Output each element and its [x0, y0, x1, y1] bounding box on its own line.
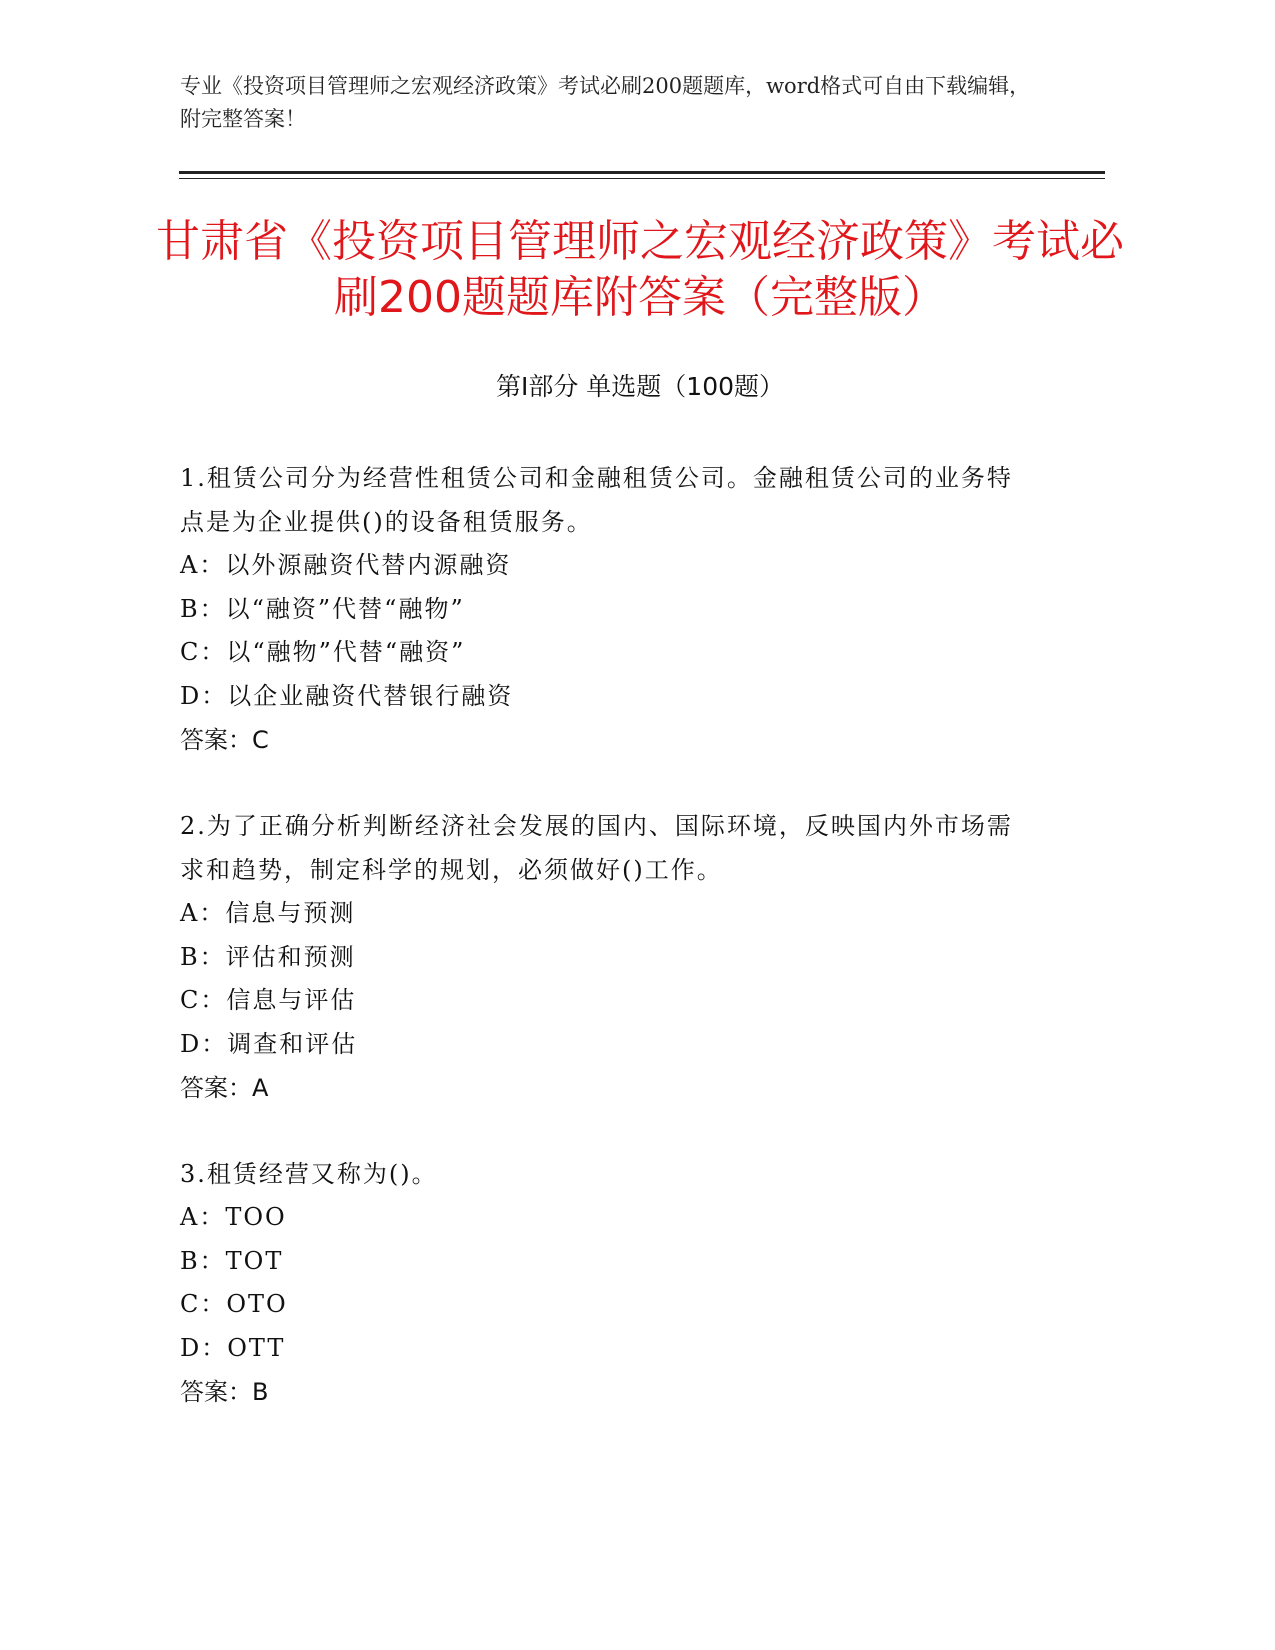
document-title: 甘肃省《投资项目管理师之宏观经济政策》考试必刷200题题库附答案（完整版） — [156, 216, 1124, 323]
answer: 答案：C — [180, 726, 269, 754]
question-3 — [180, 1152, 1020, 1414]
option-a: A：信息与预测 — [180, 899, 356, 927]
answer: 答案：A — [180, 1074, 269, 1102]
option-c: C：OTO — [180, 1290, 288, 1318]
option-c: C：以“融物”代替“融资” — [180, 638, 466, 666]
answer: 答案：B — [180, 1378, 269, 1406]
question-stem: 3.租赁经营又称为()。 — [180, 1160, 438, 1188]
header-divider-thick — [179, 171, 1105, 174]
option-b: B：TOT — [180, 1246, 284, 1275]
question-1 — [180, 456, 1020, 762]
option-b: B：评估和预测 — [180, 942, 356, 971]
option-a: A：TOO — [180, 1203, 287, 1231]
section-heading: 第Ⅰ部分 单选题（100题） — [495, 372, 785, 401]
question-stem: 1.租赁公司分为经营性租赁公司和金融租赁公司。金融租赁公司的业务特点是为企业提供()的设备租赁服务。 — [180, 464, 1013, 536]
option-d: D：OTT — [180, 1333, 286, 1362]
option-a: A：以外源融资代替内源融资 — [180, 551, 512, 579]
header-note: 专业《投资项目管理师之宏观经济政策》考试必刷200题题库，word格式可自由下载编辑，附完整答案！ — [180, 74, 1031, 131]
question-stem: 2.为了正确分析判断经济社会发展的国内、国际环境，反映国内外市场需求和趋势，制定科学的规划，必须做好()工作。 — [180, 812, 1013, 884]
question-2 — [180, 804, 1020, 1110]
option-b: B：以“融资”代替“融物” — [180, 594, 465, 623]
option-d: D：以企业融资代替银行融资 — [180, 681, 514, 710]
question-list — [180, 456, 1020, 1456]
header-divider-thin — [179, 178, 1105, 179]
option-c: C：信息与评估 — [180, 986, 357, 1014]
option-d: D：调查和评估 — [180, 1029, 358, 1058]
